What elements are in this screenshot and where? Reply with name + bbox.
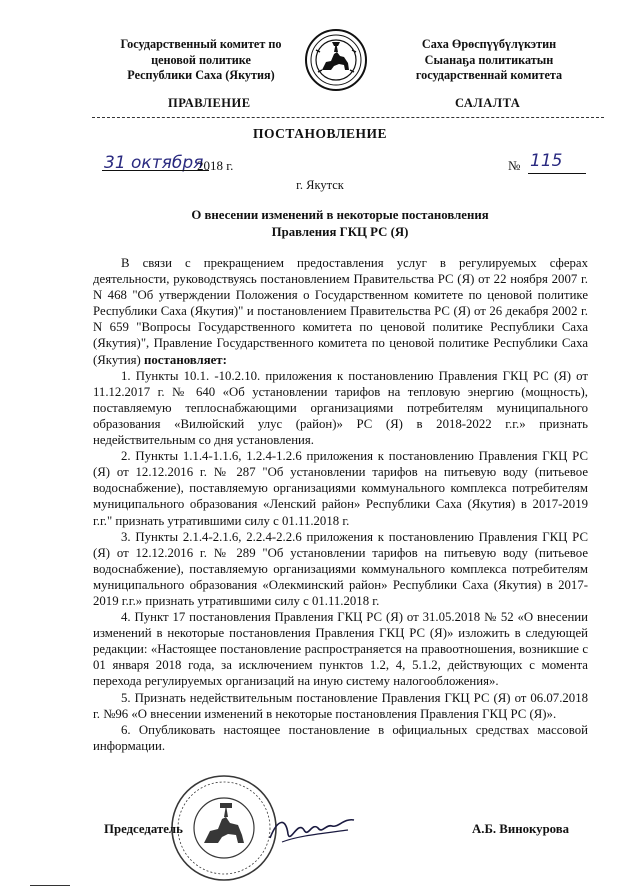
subject-line: О внесении изменений в некоторые постановления xyxy=(191,208,489,222)
board-label-sakha: САЛАЛТА xyxy=(455,96,521,110)
body-item: 6. Опубликовать настоящее постановление в официальных средствах массовой информации. xyxy=(93,722,588,753)
header-left-org xyxy=(96,37,306,84)
handwritten-number: 115 xyxy=(530,151,563,171)
signatory-name: А.Б. Винокурова xyxy=(472,822,570,836)
number-underline xyxy=(528,173,586,174)
handwritten-date: 31 октября xyxy=(104,153,204,173)
header-left-line: Государственный комитет по xyxy=(120,37,282,51)
body-item: 2. Пункты 1.1.4-1.1.6, 1.2.4-1.2.6 приложения к постановлению Правления ГКЦ РС (Я) от 12.12.2016 г. № 287 "Об установлении тарифов на питьевую воду (питьевое водоснабжение), поставляемую организациями коммунального комплекса потребителям муниципального образования «Ленский район» Республики Саха (Якутия) в 2017-2019 г.г." признать утратившими силу с 01.11.2018 г. xyxy=(93,449,588,528)
document-body xyxy=(93,255,588,754)
board-label-ru: ПРАВЛЕНИЕ xyxy=(168,96,251,110)
body-item: 3. Пункты 2.1.4-2.1.6, 2.2.4-2.2.6 приложения к постановлению Правления ГКЦ РС (Я) от 12.12.2016 г. № 289 "Об установлении тарифов на питьевую воду (питьевое водоснабжение), поставляемую организациями коммунального комплекса потребителям муниципального образования «Олекминский район» Республики Саха (Якутия) в 2017-2019 г.г.» признать утратившими силу с 01.11.2018 г. xyxy=(93,529,588,608)
intro-text: В связи с прекращением предоставления услуг в регулируемых сферах деятельности, руководствуясь постановлением Правительства РС (Я) от 22 ноября 2007 г. N 468 "Об утверждении Положения о Государственном комитете по ценовой политике Республики Саха (Якутия)" и постановлением Правительства РС (Я) от 26 декабря 2002 г. N 659 "Вопросы Государственного комитета по ценовой политике Республики Саха (Якутия)", Правление Государственного комитета по ценовой политике Республики Саха (Якутия) xyxy=(93,256,588,367)
handwritten-signature-icon xyxy=(268,808,358,848)
signatory-title: Председатель xyxy=(104,822,183,836)
header-divider xyxy=(92,117,604,118)
subject-line: Правления ГКЦ РС (Я) xyxy=(271,225,409,239)
sakha-emblem-icon xyxy=(304,28,368,92)
header-left-line: Республики Саха (Якутия) xyxy=(127,68,275,82)
header-right-line: государственнай комитета xyxy=(415,68,563,82)
date-year: 2018 г. xyxy=(197,158,234,173)
header-right-line: Сыанаҕа политикатын xyxy=(424,52,554,67)
document-type: ПОСТАНОВЛЕНИЕ xyxy=(252,126,388,141)
body-item: 1. Пункты 10.1. -10.2.10. приложения к постановлению Правления ГКЦ РС (Я) от 11.12.2017 г. № 640 «Об установлении тарифов на тепловую энергию (мощность), поставляемую теплоснабжающими организациями потребителям муниципального образования «Вилюйский улус (район)» РС (Я) в 2018-2022 г.г.» признать недействительным со дня установления. xyxy=(93,368,588,448)
body-item: 5. Признать недействительным постановление Правления ГКЦ РС (Я) от 06.07.2018 г. №96 «О внесении изменений в некоторые постановления Правления ГКЦ РС (Я)». xyxy=(93,690,588,721)
document-subject xyxy=(110,207,570,241)
number-label: № xyxy=(508,158,521,173)
header-left-line: ценовой политике xyxy=(151,52,251,67)
intro-bold: постановляет: xyxy=(144,352,227,367)
round-seal-icon xyxy=(168,773,280,883)
body-item: 4. Пункт 17 постановления Правления ГКЦ РС (Я) от 31.05.2018 № 52 «О внесении изменений в некоторые постановления Правления ГКЦ РС (Я)» изложить в следующей редакции: «Настоящее постановление распространяется на правоотношения, возникшие с 01 января 2018 года, за исключением пунктов 1.2, 4, 5.1.2, действующих с момента перехода регулируемых организаций на иную систему налогообложения». xyxy=(93,610,588,689)
footer-line xyxy=(30,885,70,886)
header-right-org xyxy=(384,37,594,84)
intro-paragraph xyxy=(93,255,588,368)
city: г. Якутск xyxy=(296,178,344,192)
header-right-line: Саха Өрөспүүбүлүкэтин xyxy=(421,37,557,51)
